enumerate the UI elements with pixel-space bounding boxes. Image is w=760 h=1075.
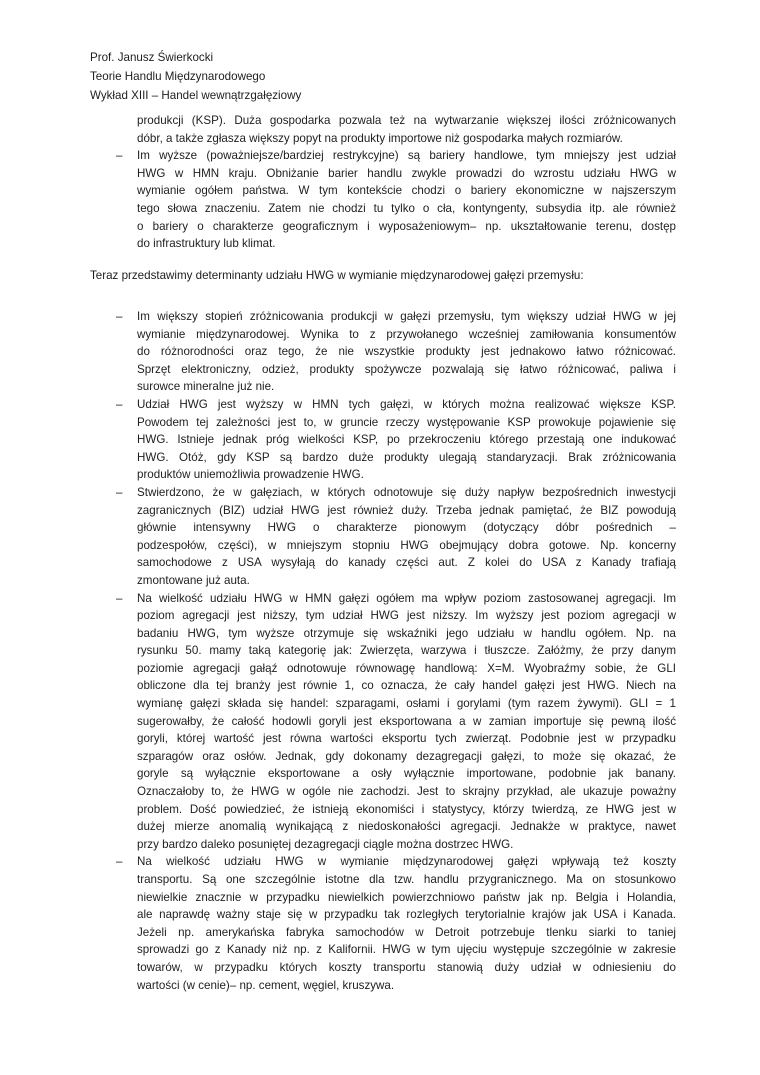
text-line: tego słowa znaczeniu. Zatem nie chodzi tu tylko o cła, kontyngenty, subsydia itp. ale również [137, 201, 676, 215]
list-item [90, 308, 676, 396]
text-line: do różnorodności oraz tego, że nie wszystkie produkty jest jednakowo łatwo różnicować. [137, 345, 676, 359]
text-line: goryle są wyłącznie eksportowane a osły wyłącznie importowane, podobnie jak banany. [137, 767, 676, 781]
continued-list [90, 112, 676, 253]
determinants-list [90, 308, 676, 994]
text-line: głównie intensywny HWG o charakterze pionowym (dotyczący dóbr pośrednich – [137, 521, 676, 535]
text-line: ale naprawdę ważny staje się w przypadku tak rozległych terytorialnie krajów jak USA i Kanada. [137, 908, 676, 922]
list-item [90, 853, 676, 994]
text-line: HWG. Istnieje jednak próg wielkości KSP, po przekroczeniu którego przestają one indukować [137, 433, 676, 447]
text-line: goryli, której wartość jest równa wartości eksportu tych zwierząt. Podobnie jest w przypadku [137, 732, 676, 746]
list-item [90, 147, 676, 253]
text-line: Im wyższe (poważniejsze/bardziej restrykcyjne) są bariery handlowe, tym mniejszy jest udział [137, 149, 676, 163]
lecture-title: Wykład XIII – Handel wewnątrzgałęziowy [90, 89, 302, 102]
author-name: Prof. Janusz Świerkocki [90, 51, 214, 64]
text-line: wymianę gałęzi składa się handel: szparagami, osłami i gorylami (tym razem żywymi). GLI = 1 [137, 697, 676, 711]
text-line: Oznaczałoby to, że HWG w ogóle nie zachodzi. Jest to skrajny przykład, ale ukazuje poważny [137, 785, 676, 799]
text-line: towarów, w przypadku których koszty transportu stanowią duży udział w odniesieniu do [137, 960, 676, 974]
text-line: Na wielkość udziału HWG w HMN gałęzi ogółem ma wpływ poziom zastosowanej agregacji. Im [137, 591, 676, 605]
text-line: rysunku 50. mamy taką kategorię jak: Zwierzęta, warzywa i tłuszcze. Załóżmy, że przy danym [137, 644, 676, 658]
text-line: zmontowane już auta. [137, 573, 250, 587]
text-line: sugerowałby, że całość hodowli goryli jest eksportowana a w zamian importuje się pewną ilość [137, 714, 676, 728]
list-item [90, 112, 676, 147]
text-line: Stwierdzono, że w gałęziach, w których odnotowuje się duży napływ bezpośrednich inwestycji [137, 485, 676, 499]
list-item [90, 396, 676, 484]
text-line: przy bardzo daleko posuniętej dezagregacji ciągle można dostrzec HWG. [137, 837, 514, 851]
intro-paragraph [90, 267, 676, 285]
list-item [90, 590, 676, 854]
bullet-dash: – [116, 310, 123, 323]
text-line: niewielkie znacznie w przypadku niewielkich powierzchniowo państw jak np. Belgia i Holandia, [137, 890, 676, 904]
text-line: do infrastruktury lub klimat. [137, 237, 276, 251]
bullet-dash: – [116, 397, 123, 411]
text-line: Jeżeli np. amerykańska fabryka samochodów w Detroit potrzebuje tlenku siarki to taniej [137, 925, 676, 939]
text-line: o bariery o charakterze geograficznym i wyposażeniowym– np. ukształtowanie terenu, dostęp [137, 219, 676, 233]
text-line: samochodowe z USA wysyłają do kanady części aut. Z kolei do USA z Kanady trafiają [137, 556, 676, 570]
text-line: zagranicznych (BIZ) udział HWG jest również duży. Trzeba jednak pamiętać, że BIZ powodują [137, 503, 676, 517]
text-line: obliczone dla tej branży jest równie 1, co oznacza, że cały handel gałęzi jest HWG. Niech na [137, 679, 676, 693]
bullet-dash: – [116, 855, 123, 869]
text-line: Im większy stopień zróżnicowania produkcji w gałęzi przemysłu, tym większy udział HWG w jej [137, 310, 676, 323]
text-line: Na wielkość udziału HWG w wymianie międzynarodowej gałęzi wpływają też koszty [137, 855, 676, 869]
text-line: surowce mineralne już nie. [137, 380, 275, 394]
text-line: dużej mierze anomalią wynikającą z niedoskonałości agregacji. Jednakże w praktyce, nawet [137, 820, 676, 834]
text-line: wymianie międzynarodowej. Wynika to z przywołanego wcześniej zamiłowania konsumentów [137, 327, 676, 341]
text-line: problem. Dość powiedzieć, że istnieją ekonomiści i statystycy, którzy twierdzą, ze HWG jest w [137, 802, 676, 816]
course-title: Teorie Handlu Międzynarodowego [90, 70, 266, 83]
text-line: szparagów oraz osłów. Jednak, gdy dokonamy dezagregacji gałęzi, to może się okazać, że [137, 749, 676, 763]
intro-text: Teraz przedstawimy determinanty udziału HWG w wymianie międzynarodowej gałęzi przemysłu: [90, 269, 584, 282]
text-line: transportu. Są one szczególnie istotne dla tzw. handlu przygranicznego. Ma on stosunkowo [137, 873, 676, 886]
text-line: podzespołów, części), w mniejszym stopniu HWG obejmujący dobra gotowe. Np. koncerny [137, 538, 676, 552]
bullet-dash: – [116, 149, 123, 163]
bullet-dash: – [116, 485, 123, 499]
text-line: produktów uniemożliwia prowadzenie HWG. [137, 468, 364, 482]
text-line: Sprzęt elektroniczny, odzież, produkty spożywcze pozwalają się łatwo różnicować, paliwa i [137, 362, 676, 376]
list-item [90, 484, 676, 590]
text-line: poziomie agregacji gałąź odnotowuje równowagę handlową: X=M. Wyobraźmy sobie, że GLI [137, 661, 676, 675]
text-line: wymianie ogółem państwa. W tym kontekście chodzi o bariery ekonomiczne w najszerszym [137, 184, 676, 198]
text-line: HWG. Otóż, gdy KSP są bardzo duże produkty ulegają standaryzacji. Brak zróżnicowania [137, 450, 676, 464]
text-line: HWG w HMN kraju. Obniżanie barier handlu zwykle prowadzi do wzrostu udziału HWG w [137, 166, 676, 180]
text-line: Udział HWG jest wyższy w HMN tych gałęzi, w których można realizować większe KSP. [137, 397, 676, 411]
text-line: dóbr, a także zgłasza większy popyt na produkty importowe niż gospodarka małych rozmiarów. [137, 131, 623, 145]
bullet-dash: – [116, 591, 123, 605]
text-line: Powodem tej zależności jest to, w gruncie rzeczy występowanie KSP prowokuje pojawienie się [137, 415, 676, 429]
text-line: badaniu HWG, tym wyższe otrzymuje się wskaźniki jego udziału w handlu ogółem. Np. na [137, 626, 676, 640]
text-line: sprowadzi go z Kanady niż np. z Kalifornii. HWG w tym ujęciu występuje szczególnie w zakresie [137, 943, 676, 957]
document-header [90, 48, 301, 105]
text-line: poziom agregacji jest niższy, tym udział HWG jest niższy. Im wyższy jest poziom agregacji w [137, 609, 676, 623]
text-line: produkcji (KSP). Duża gospodarka pozwala też na wytwarzanie większej ilości zróżnicowanych [137, 114, 676, 127]
text-line: wartości (w cenie)– np. cement, węgiel, kruszywa. [137, 978, 395, 992]
